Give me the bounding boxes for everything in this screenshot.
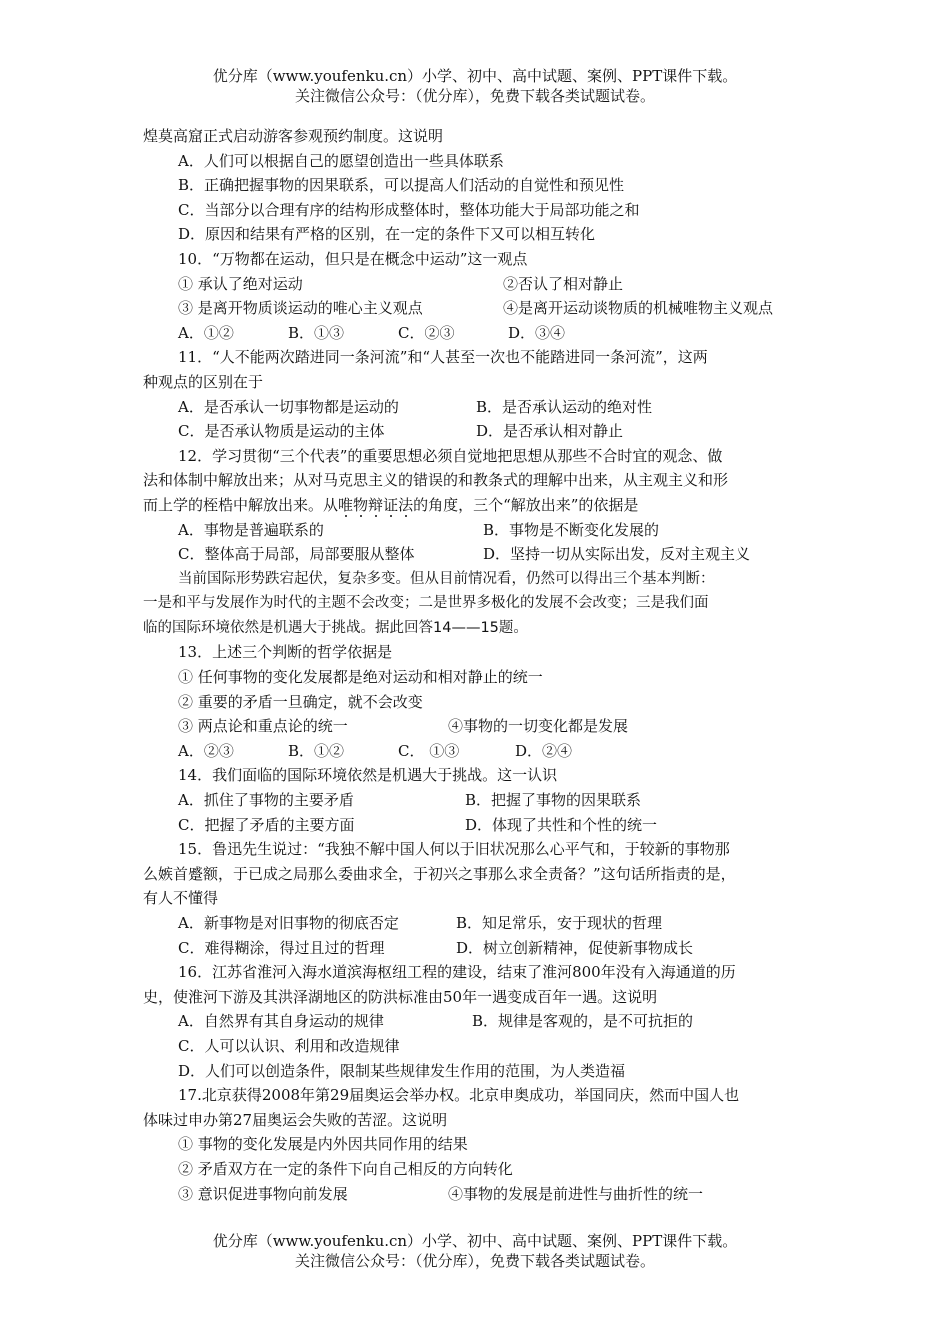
option-c: C． ①③ xyxy=(398,741,460,760)
text-line: 么嫉首蹙额，于已成之局那么委曲求全，于初兴之事那么求全责备？”这句话所指责的是， xyxy=(143,864,736,883)
statement-2: ② 重要的矛盾一旦确定，就不会改变 xyxy=(178,692,423,711)
option-a: A．新事物是对旧事物的彻底否定 xyxy=(178,914,399,932)
option-row xyxy=(143,296,815,321)
option-row xyxy=(143,739,815,764)
statement-3: ③ 两点论和重点论的统一 xyxy=(178,717,348,736)
option-row xyxy=(143,1182,815,1207)
option-b: B．是否承认运动的绝对性 xyxy=(476,397,653,416)
option-b: B．事物是不断变化发展的 xyxy=(483,520,660,539)
footer-line-1: 优分库（www.youfenku.cn）小学、初中、高中试题、案例、PPT课件下载。 xyxy=(212,1232,738,1250)
option-a: A．①② xyxy=(178,323,234,342)
text-line: 煌莫高窟正式启动游客参观预约制度。这说明 xyxy=(143,127,444,145)
option-row xyxy=(143,936,815,961)
option-row xyxy=(143,714,815,739)
page-footer xyxy=(0,1231,950,1271)
option-c: C．人可以认识、利用和改造规律 xyxy=(178,1036,400,1055)
text-line xyxy=(143,493,815,518)
option-row xyxy=(143,788,815,813)
option-c: C．②③ xyxy=(398,323,455,342)
option-row xyxy=(143,272,815,297)
statement-4: ④事物的一切变化都是发展 xyxy=(448,717,629,736)
option-a: A．是否承认一切事物都是运动的 xyxy=(178,397,399,416)
passage-line: 当前国际形势跌宕起伏，复杂多变。但从目前情况看，仍然可以得出三个基本判断： xyxy=(178,570,715,587)
emphasis-char: 法 xyxy=(398,495,414,514)
footer-line-2: 关注微信公众号：（优分库），免费下载各类试题试卷。 xyxy=(294,1252,655,1270)
question-15: 15．鲁迅先生说过：“我独不解中国人何以于旧状况那么心平气和，于较新的事物那 xyxy=(178,840,730,859)
option-d: D．坚持一切从实际出发，反对主观主义 xyxy=(483,545,751,564)
emphasis-dotted-text xyxy=(338,496,413,514)
option-row xyxy=(143,518,815,543)
option-d: D．③④ xyxy=(508,323,566,342)
text-line: 法和体制中解放出来；从对马克思主义的错误的和教条式的理解中出来，从主观主义和形 xyxy=(143,471,729,490)
option-a: A．事物是普遍联系的 xyxy=(178,520,324,539)
question-11: 11．“人不能两次踏进同一条河流”和“人甚至一次也不能踏进同一条河流”，这两 xyxy=(178,348,708,367)
option-line: D．原因和结果有严格的区别，在一定的条件下又可以相互转化 xyxy=(178,225,596,244)
passage-line: 临的国际环境依然是机遇大于挑战。据此回答14——15题。 xyxy=(143,619,528,636)
text-span: 而上学的桎梏中解放出来。从 xyxy=(143,495,339,514)
text-line: 种观点的区别在于 xyxy=(143,372,264,391)
statement-2: ②否认了相对静止 xyxy=(503,274,624,293)
header-line-2: 关注微信公众号：（优分库），免费下载各类试题试卷。 xyxy=(294,87,655,105)
option-d: D．是否承认相对静止 xyxy=(476,422,624,441)
question-14: 14．我们面临的国际环境依然是机遇大于挑战。这一认识 xyxy=(178,766,558,785)
text-line: 有人不懂得 xyxy=(143,889,219,908)
question-12: 12．学习贯彻“三个代表”的重要思想必须自觉地把思想从那些不合时宜的观念、做 xyxy=(178,446,723,465)
statement-3: ③ 意识促进事物向前发展 xyxy=(178,1184,348,1203)
option-b: B．规律是客观的，是不可抗拒的 xyxy=(472,1012,694,1031)
option-b: B．把握了事物的因果联系 xyxy=(465,791,642,810)
document-body xyxy=(143,124,815,1206)
emphasis-char: 证 xyxy=(383,495,399,514)
statement-1: ① 事物的变化发展是内外因共同作用的结果 xyxy=(178,1135,468,1154)
option-c: C．整体高于局部，局部要服从整体 xyxy=(178,545,415,564)
statement-1: ① 任何事物的变化发展都是绝对运动和相对静止的统一 xyxy=(178,668,543,687)
emphasis-char: 辩 xyxy=(368,495,384,514)
statement-3: ③ 是离开物质谈运动的唯心主义观点 xyxy=(178,299,423,318)
option-line: A．人们可以根据自己的愿望创造出一些具体联系 xyxy=(178,151,504,170)
option-b: B．知足常乐，安于现状的哲理 xyxy=(456,914,663,932)
statement-4: ④是离开运动谈物质的机械唯物主义观点 xyxy=(503,299,774,318)
emphasis-char: 唯 xyxy=(338,495,354,514)
page-header xyxy=(0,66,950,106)
option-row xyxy=(143,1009,815,1034)
option-c: C．是否承认物质是运动的主体 xyxy=(178,422,385,441)
statement-2: ② 矛盾双方在一定的条件下向自己相反的方向转化 xyxy=(178,1159,513,1178)
option-d: D．人们可以创造条件，限制某些规律发生作用的范围，为人类造福 xyxy=(178,1061,626,1080)
option-a: A．自然界有其自身运动的规律 xyxy=(178,1012,384,1031)
option-a: A．抓住了事物的主要矛盾 xyxy=(178,791,354,810)
text-span: 的角度，三个“解放出来”的依据是 xyxy=(413,495,639,514)
question-13: 13．上述三个判断的哲学依据是 xyxy=(178,643,393,662)
question-17: 17.北京获得2008年第29届奥运会举办权。北京申奥成功，举国同庆，然而中国人也 xyxy=(178,1086,740,1105)
passage-line: 一是和平与发展作为时代的主题不会改变；二是世界多极化的发展不会改变；三是我们面 xyxy=(143,595,709,612)
statement-1: ① 承认了绝对运动 xyxy=(178,274,303,293)
option-b: B．①② xyxy=(288,741,345,760)
option-row xyxy=(143,911,815,936)
option-row xyxy=(143,542,815,567)
option-c: C．难得糊涂，得过且过的哲理 xyxy=(178,938,385,957)
option-line: B．正确把握事物的因果联系，可以提高人们活动的自觉性和预见性 xyxy=(178,176,625,195)
header-line-1: 优分库（www.youfenku.cn）小学、初中、高中试题、案例、PPT课件下载。 xyxy=(212,67,738,85)
option-a: A．②③ xyxy=(178,741,234,760)
option-d: D．树立创新精神，促使新事物成长 xyxy=(456,938,694,957)
question-10: 10．“万物都在运动，但只是在概念中运动”这一观点 xyxy=(178,249,528,268)
text-line: 史，使淮河下游及其洪泽湖地区的防洪标准由50年一遇变成百年一遇。这说明 xyxy=(143,987,658,1006)
option-row xyxy=(143,419,815,444)
statement-4: ④事物的发展是前进性与曲折性的统一 xyxy=(448,1184,704,1203)
emphasis-char: 物 xyxy=(353,495,369,514)
option-row xyxy=(143,813,815,838)
text-line: 体味过申办第27届奥运会失败的苦涩。这说明 xyxy=(143,1110,448,1129)
option-d: D．②④ xyxy=(515,741,573,760)
option-row xyxy=(143,321,815,346)
option-line: C．当部分以合理有序的结构形成整体时，整体功能大于局部功能之和 xyxy=(178,200,640,219)
option-b: B．①③ xyxy=(288,323,345,342)
option-c: C．把握了矛盾的主要方面 xyxy=(178,815,355,834)
question-16: 16．江苏省淮河入海水道滨海枢纽工程的建设，结束了淮河800年没有入海通道的历 xyxy=(178,963,736,982)
option-d: D．体现了共性和个性的统一 xyxy=(465,815,658,834)
option-row xyxy=(143,395,815,420)
